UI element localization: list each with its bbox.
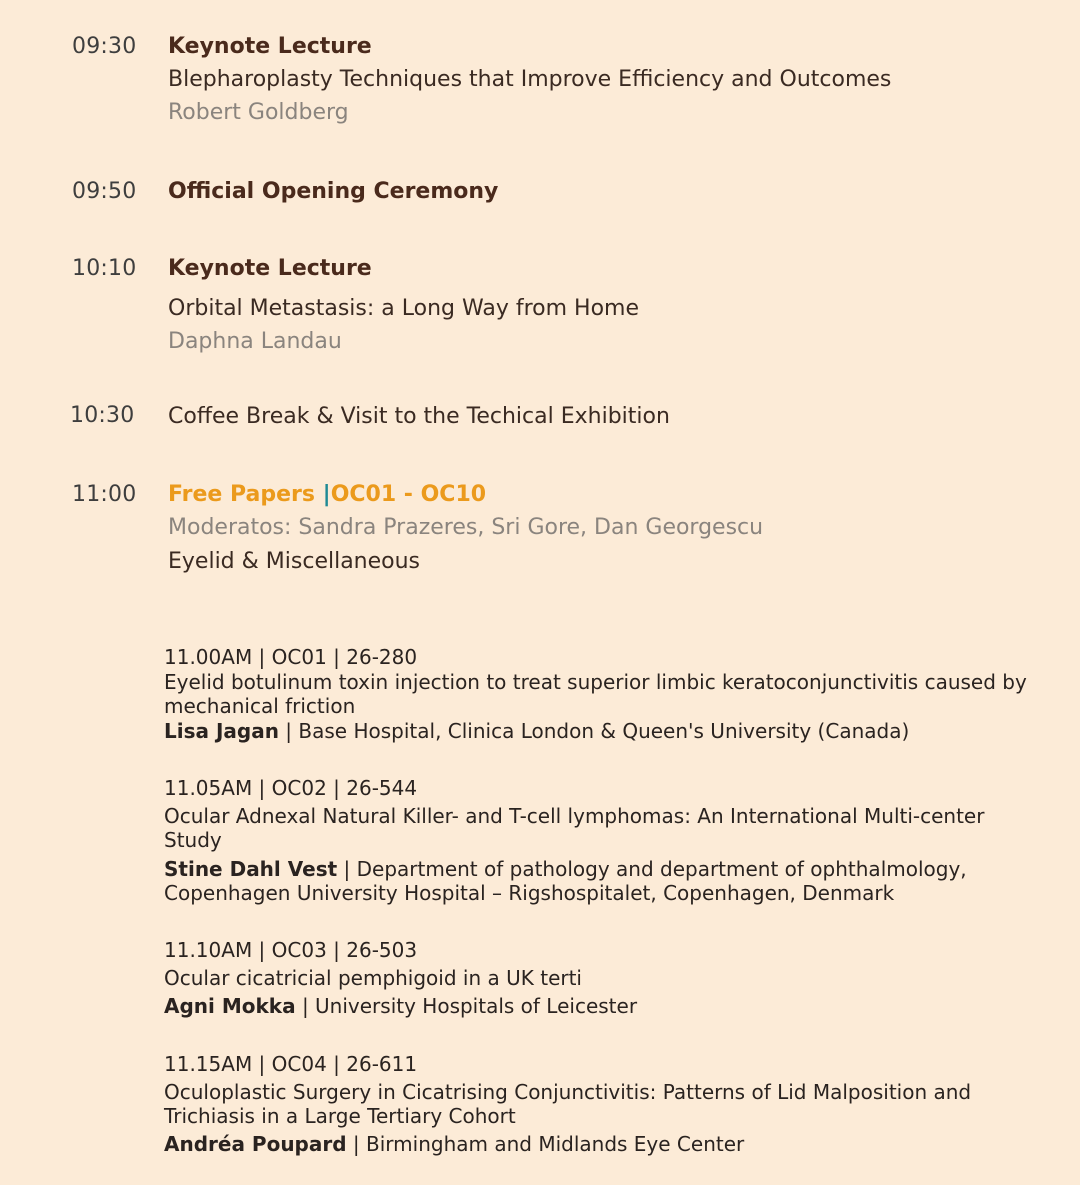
paper-oc02-author: Stine Dahl Vest xyxy=(164,857,338,881)
paper-oc04-author-line xyxy=(164,1132,1044,1156)
keynote-subtitle-1: Blepharoplasty Techniques that Improve Efficiency and Outcomes xyxy=(168,67,892,92)
paper-oc02-title: Ocular Adnexal Natural Killer- and T-cell lymphomas: An International Multi-center Study xyxy=(164,804,985,852)
session-label: Free Papers xyxy=(168,482,315,507)
time-0950: 09:50 xyxy=(72,179,137,204)
paper-oc03-author: Agni Mokka xyxy=(164,994,296,1018)
time-1030: 10:30 xyxy=(70,403,135,428)
paper-oc01-head: 11.00AM | OC01 | 26-280 xyxy=(164,645,418,669)
keynote-title-2: Keynote Lecture xyxy=(168,256,372,281)
paper-oc03-title: Ocular cicatricial pemphigoid in a UK terti xyxy=(164,966,582,990)
keynote-subtitle-2: Orbital Metastasis: a Long Way from Home xyxy=(168,296,639,321)
paper-oc01-author-line xyxy=(164,719,1044,743)
paper-oc02-head: 11.05AM | OC02 | 26-544 xyxy=(164,776,418,800)
session-topic: Eyelid & Miscellaneous xyxy=(168,549,421,574)
paper-oc02-affiliation: | Department of pathology and department of ophthalmology, Copenhagen University Hospital – Rigshospitalet, Copenhagen, Denmark xyxy=(164,857,967,905)
paper-oc02-author-line xyxy=(164,857,1044,905)
time-0930: 09:30 xyxy=(72,34,137,59)
paper-oc04-author: Andréa Poupard xyxy=(164,1132,347,1156)
paper-oc04-affiliation: | Birmingham and Midlands Eye Center xyxy=(346,1132,745,1156)
keynote-title-1: Keynote Lecture xyxy=(168,34,372,59)
paper-oc01-affiliation: | Base Hospital, Clinica London & Queen's University (Canada) xyxy=(278,719,910,743)
time-1010: 10:10 xyxy=(72,256,137,281)
session-code: OC01 - OC10 xyxy=(330,482,487,507)
session-moderators: Moderatos: Sandra Prazeres, Sri Gore, Dan Georgescu xyxy=(168,515,764,540)
paper-oc01-title: Eyelid botulinum toxin injection to treat superior limbic keratoconjunctivitis caused by mechanical friction xyxy=(164,670,1027,718)
opening-ceremony-title: Official Opening Ceremony xyxy=(168,179,499,204)
paper-oc04-title: Oculoplastic Surgery in Cicatrising Conjunctivitis: Patterns of Lid Malposition and Trichiasis in a Large Tertiary Cohort xyxy=(164,1080,972,1128)
paper-oc01-author: Lisa Jagan xyxy=(164,719,279,743)
paper-oc03-head: 11.10AM | OC03 | 26-503 xyxy=(164,938,418,962)
paper-oc04-head: 11.15AM | OC04 | 26-611 xyxy=(164,1052,418,1076)
coffee-break-text: Coffee Break & Visit to the Techical Exhibition xyxy=(168,404,670,429)
paper-oc03-author-line xyxy=(164,994,1044,1018)
session-heading xyxy=(168,482,486,507)
paper-oc03-affiliation: | University Hospitals of Leicester xyxy=(295,994,638,1018)
time-1100: 11:00 xyxy=(72,482,137,507)
keynote-speaker-1: Robert Goldberg xyxy=(168,100,349,125)
session-separator: | xyxy=(322,482,331,507)
keynote-speaker-2: Daphna Landau xyxy=(168,329,342,354)
